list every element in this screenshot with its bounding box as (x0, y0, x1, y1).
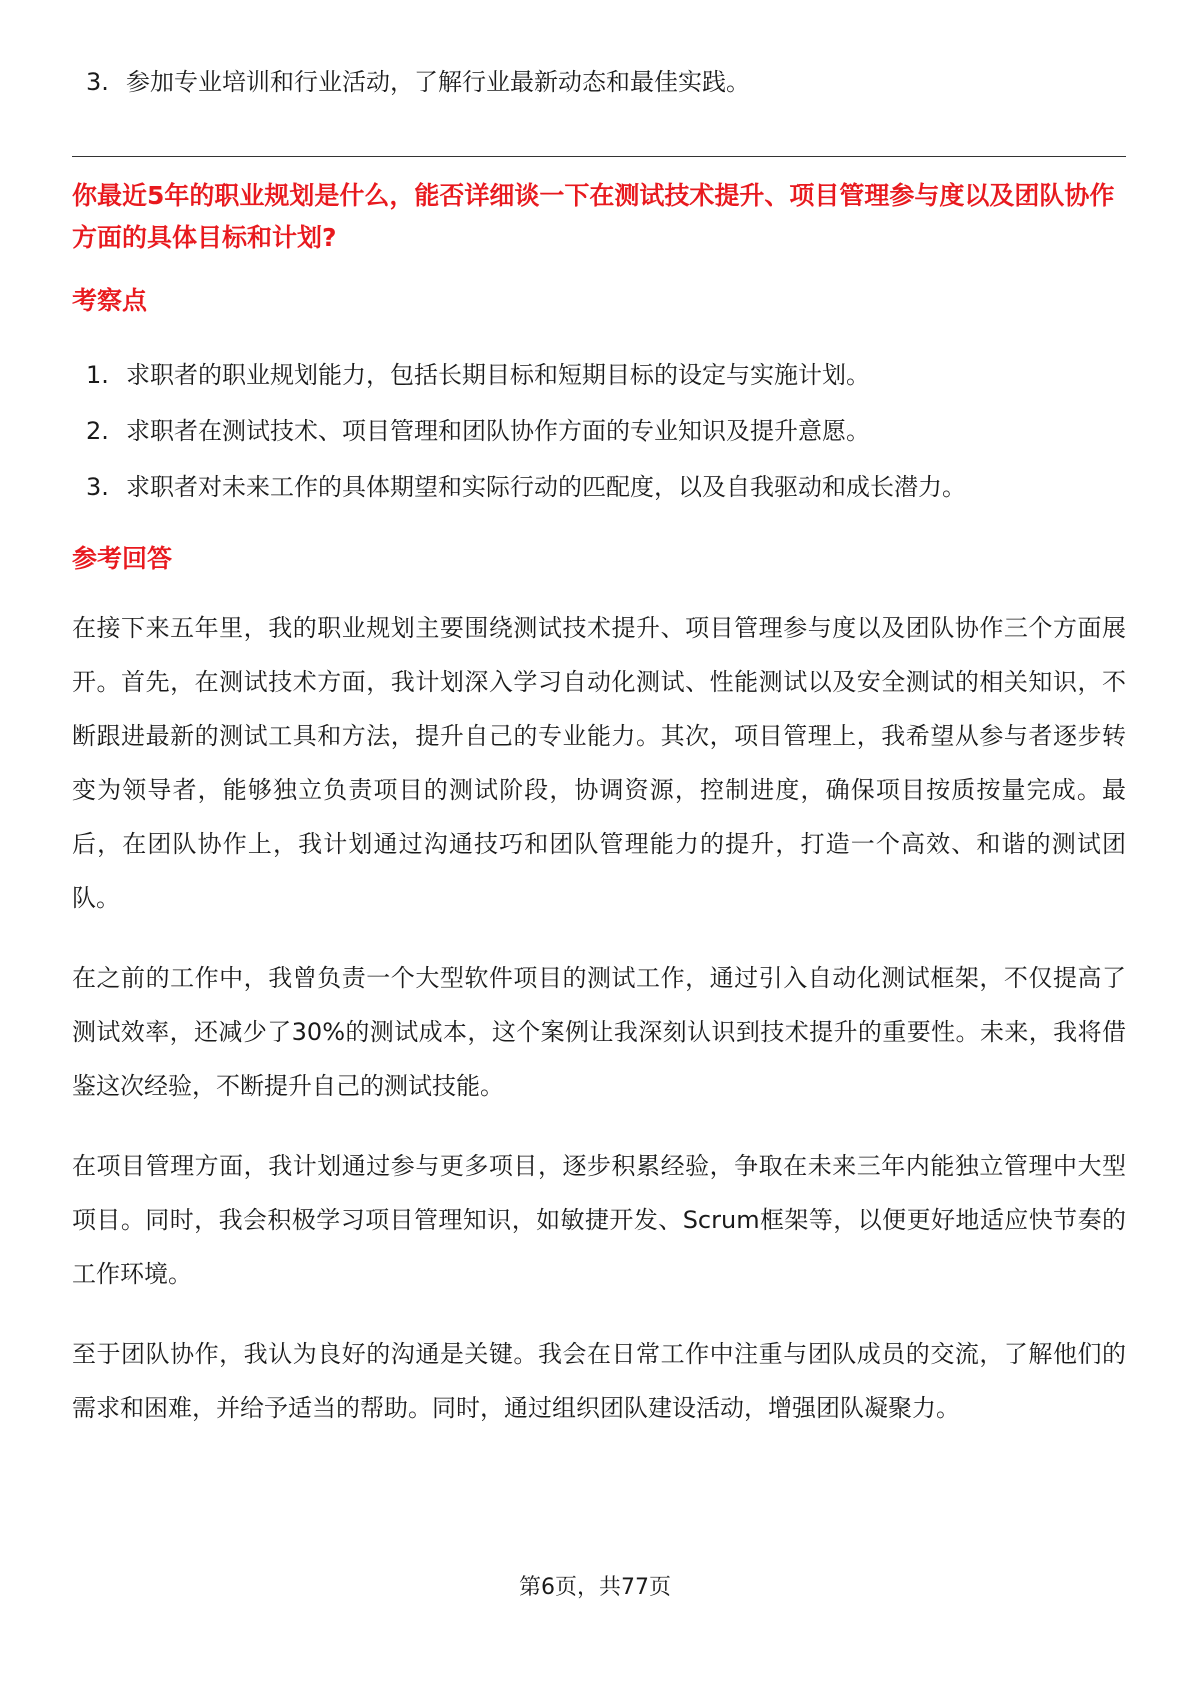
page-number-footer: 第6页，共77页 (519, 1575, 671, 1600)
answer-paragraph: 在接下来五年里，我的职业规划主要围绕测试技术提升、项目管理参与度以及团队协作三个方面展开。首先，在测试技术方面，我计划深入学习自动化测试、性能测试以及安全测试的相关知识，不断跟进最新的测试工具和方法，提升自己的专业能力。其次，项目管理上，我希望从参与者逐步转变为领导者，能够独立负责项目的测试阶段，协调资源，控制进度，确保项目按质按量完成。最后，在团队协作上，我计划通过沟通技巧和团队管理能力的提升，打造一个高效、和谐的测试团队。 (72, 614, 1126, 912)
list-item-text: 求职者的职业规划能力，包括长期目标和短期目标的设定与实施计划。 (126, 361, 870, 389)
list-item (86, 60, 1126, 104)
list-item-number: 2. (86, 417, 109, 445)
answer-paragraph: 在项目管理方面，我计划通过参与更多项目，逐步积累经验，争取在未来三年内能独立管理中大型项目。同时，我会积极学习项目管理知识，如敏捷开发、Scrum框架等，以便更好地适应快节奏的工作环境。 (72, 1152, 1126, 1288)
list-item-number: 1. (86, 361, 109, 389)
answer-paragraph: 至于团队协作，我认为良好的沟通是关键。我会在日常工作中注重与团队成员的交流，了解他们的需求和困难，并给予适当的帮助。同时，通过组织团队建设活动，增强团队凝聚力。 (72, 1340, 1126, 1422)
list-item-text: 求职者在测试技术、项目管理和团队协作方面的专业知识及提升意愿。 (126, 417, 870, 445)
list-item-text: 求职者对未来工作的具体期望和实际行动的匹配度，以及自我驱动和成长潜力。 (126, 473, 966, 501)
points-list (72, 347, 1126, 515)
answer-heading: 参考回答 (72, 544, 173, 573)
answer-paragraph: 在之前的工作中，我曾负责一个大型软件项目的测试工作，通过引入自动化测试框架，不仅提高了测试效率，还减少了30%的测试成本，这个案例让我深刻认识到技术提升的重要性。未来，我将借鉴这次经验，不断提升自己的测试技能。 (72, 964, 1126, 1100)
question-title: 你最近5年的职业规划是什么，能否详细谈一下在测试技术提升、项目管理参与度以及团队协作方面的具体目标和计划? (72, 181, 1115, 252)
page-content (72, 60, 1126, 1435)
points-heading: 考察点 (72, 286, 148, 315)
list-item (86, 347, 1126, 403)
answer-body (72, 601, 1126, 1435)
list-item (86, 459, 1126, 515)
list-item (86, 403, 1126, 459)
list-item-number: 3. (86, 473, 109, 501)
section-divider (72, 156, 1126, 157)
list-item-number: 3. (86, 68, 109, 96)
list-item-text: 参加专业培训和行业活动，了解行业最新动态和最佳实践。 (126, 68, 750, 96)
